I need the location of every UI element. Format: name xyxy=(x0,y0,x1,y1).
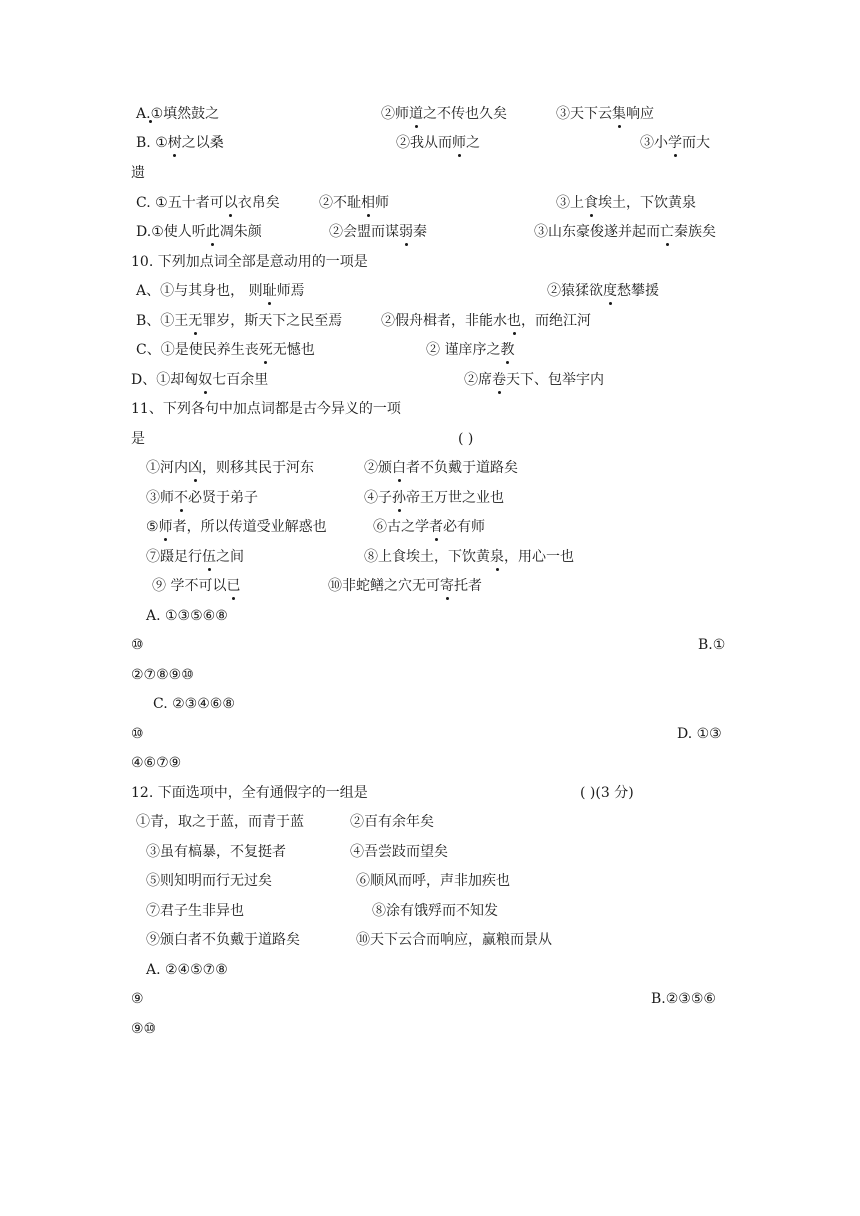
q10-option-b-item2: ②假舟楫者，非能水也，而绝江河 xyxy=(381,313,591,329)
q12-item-5: ⑤则知明而行无过矣 xyxy=(146,873,272,889)
q9-option-a-item1: A.①填然鼓之 xyxy=(136,106,220,122)
q12-item-3: ③虽有槁暴，不复挺者 xyxy=(146,844,286,860)
q11-item-4: ④子孙帝王万世之业也 xyxy=(364,490,504,506)
q10-option-c-item1: C、①是使民养生丧死无憾也 xyxy=(136,342,315,358)
q12-item-2: ②百有余年矣 xyxy=(350,814,434,830)
q9-option-b-item1: B. ①树之以桑 xyxy=(136,135,224,151)
q12-item-6: ⑥顺风而呼，声非加疾也 xyxy=(356,873,510,889)
q12-item-4: ④吾尝跂而望矣 xyxy=(350,844,448,860)
q9-option-d-item2: ②会盟而谋弱秦 xyxy=(329,224,427,240)
q12-option-b: B.②③⑤⑥ xyxy=(651,991,716,1007)
q11-item-3: ③师不必贤于弟子 xyxy=(146,490,258,506)
q11-option-c: C. ②③④⑥⑧ xyxy=(153,696,235,712)
question-12-stem: 12. 下面选项中，全有通假字的一组是 xyxy=(131,785,368,801)
q9-option-b-item2: ②我从而师之 xyxy=(396,135,480,151)
q11-item-9: ⑨ 学不可以已 xyxy=(152,578,241,594)
q11-item-2: ②颁白者不负戴于道路矣 xyxy=(364,460,518,476)
question-12-answer-blank: ( )(3 分) xyxy=(580,785,634,801)
q12-option-b-wrap: ⑨⑩ xyxy=(131,1021,157,1037)
q11-item-1: ①河内凶，则移其民于河东 xyxy=(146,460,314,476)
question-11-stem: 11、下列各句中加点词都是古今异义的一项 xyxy=(131,401,401,417)
q9-option-a-item2: ②师道之不传也久矣 xyxy=(381,106,507,122)
question-11-answer-blank: ( ) xyxy=(458,431,474,447)
q11-item-7: ⑦蹑足行伍之间 xyxy=(146,549,244,565)
q11-option-d: D. ①③ xyxy=(677,726,722,742)
q9-option-c-item1: C. ①五十者可以衣帛矣 xyxy=(136,195,280,211)
q11-option-b-wrap: ②⑦⑧⑨⑩ xyxy=(131,667,194,683)
q11-item-5: ⑤师者，所以传道受业解惑也 xyxy=(146,519,327,535)
q12-option-a: A. ②④⑤⑦⑧ xyxy=(146,962,228,978)
q12-item-10: ⑩天下云合而响应，赢粮而景从 xyxy=(356,932,552,948)
q11-item-6: ⑥古之学者必有师 xyxy=(373,519,485,535)
q11-option-a: A. ①③⑤⑥⑧ xyxy=(146,608,228,624)
q12-item-9: ⑨颁白者不负戴于道路矣 xyxy=(146,932,300,948)
q12-item-8: ⑧涂有饿殍而不知发 xyxy=(372,903,498,919)
q12-item-7: ⑦君子生非异也 xyxy=(146,903,244,919)
q9-option-b-item3: ③小学而大 xyxy=(640,135,710,151)
q9-option-b-item3-wrap: 遗 xyxy=(131,165,145,181)
q9-option-c-item3: ③上食埃土，下饮黄泉 xyxy=(556,195,696,211)
q9-option-d-item3: ③山东豪俊遂并起而亡秦族矣 xyxy=(534,224,716,240)
q9-option-a-item3: ③天下云集响应 xyxy=(556,106,654,122)
q11-option-c-wrap: ⑩ xyxy=(131,726,144,742)
q10-option-d-item2: ②席卷天下、包举宇内 xyxy=(464,372,604,388)
q9-option-c-item2: ②不耻相师 xyxy=(319,195,389,211)
question-11-stem-wrap: 是 xyxy=(131,431,145,447)
q10-option-a-item1: A、①与其身也， 则耻师焉 xyxy=(136,283,305,299)
q11-option-b: B.① xyxy=(698,637,726,653)
q11-option-a-wrap: ⑩ xyxy=(131,637,144,653)
question-10-stem: 10. 下列加点词全部是意动用的一项是 xyxy=(131,254,368,270)
q10-option-b-item1: B、①王无罪岁，斯天下之民至焉 xyxy=(136,313,343,329)
q12-option-a-wrap: ⑨ xyxy=(131,991,144,1007)
q11-item-10: ⑩非蛇鳝之穴无可寄托者 xyxy=(328,578,482,594)
q11-item-8: ⑧上食埃土，下饮黄泉，用心一也 xyxy=(364,549,574,565)
q11-option-d-wrap: ④⑥⑦⑨ xyxy=(131,755,182,771)
q10-option-a-item2: ②猿猱欲度愁攀援 xyxy=(547,283,659,299)
q9-option-d-item1: D.①使人听此凋朱颜 xyxy=(136,224,262,240)
q10-option-c-item2: ② 谨庠序之教 xyxy=(426,342,515,358)
q10-option-d-item1: D、①却匈奴七百余里 xyxy=(131,372,269,388)
q12-item-1: ①青，取之于蓝，而青于蓝 xyxy=(136,814,304,830)
